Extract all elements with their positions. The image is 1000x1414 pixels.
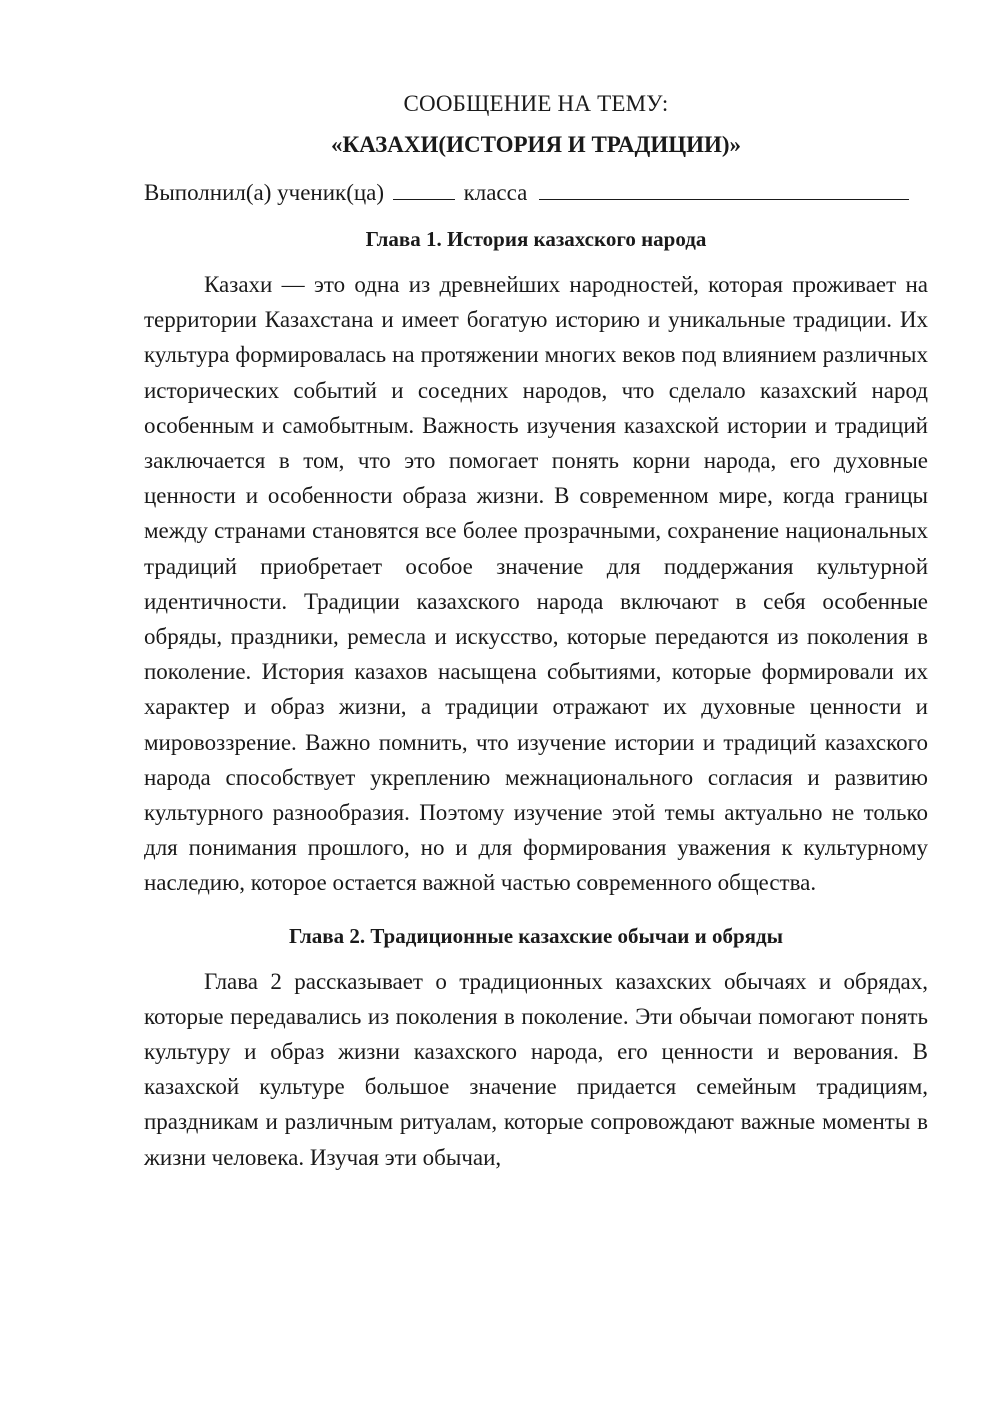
topic-line: СООБЩЕНИЕ НА ТЕМУ: [403, 91, 669, 116]
chapter-2-paragraph: Глава 2 рассказывает о традиционных казахских обычаях и обрядах, которые передавались из поколения в поколение. Эти обычаи помогают понять культуру и образ жизни казахского народа, его ценности и верования. В казахской культуре большое значение придается семейным традициям, праздникам и различным ритуалам, которые сопровождают важные моменты в жизни человека. Изучая эти обычаи, [144, 968, 928, 1170]
chapter-2-heading: Глава 2. Традиционные казахские обычаи и обряды [288, 923, 784, 948]
document-title: «КАЗАХИ(ИСТОРИЯ И ТРАДИЦИИ)» [330, 132, 742, 157]
chapter-1-heading: Глава 1. История казахского народа [365, 227, 707, 251]
class-number-blank[interactable] [393, 179, 455, 200]
author-name-blank[interactable] [539, 179, 909, 200]
chapter-1-paragraph: Казахи — это одна из древнейших народностей, которая проживает на территории Казахстана и имеет богатую историю и уникальные традиции. Их культура формировалась на протяжении многих веков под влиянием различных исторических событий и соседних народов, что сделало казахский народ особенным и самобытным. Важность изучения казахской истории и традиций заключается в том, что это помогает понять корни народа, его духовные ценности и особенности образа жизни. В современном мире, когда границы между странами становятся все более прозрачными, сохранение национальных традиций приобретает особое значение для поддержания культурной идентичности. Традиции казахского народа включают в себя особенные обряды, праздники, ремесла и искусство, которые передаются из поколения в поколение. История казахов насыщена событиями, которые формировали их характер и образ жизни, а традиции отражают их духовные ценности и мировоззрение. Важно помнить, что изучение истории и традиций казахского народа способствует укреплению межнационального согласия и развитию культурного разнообразия. Поэтому изучение этой темы актуально не только для понимания прошлого, но и для формирования уважения к культурному наследию, которое остается важной частью современного общества. [144, 272, 928, 896]
class-word: класса [463, 180, 528, 205]
author-prefix: Выполнил(а) ученик(ца) [144, 180, 385, 205]
document-page [144, 92, 928, 1175]
author-line [144, 179, 928, 204]
